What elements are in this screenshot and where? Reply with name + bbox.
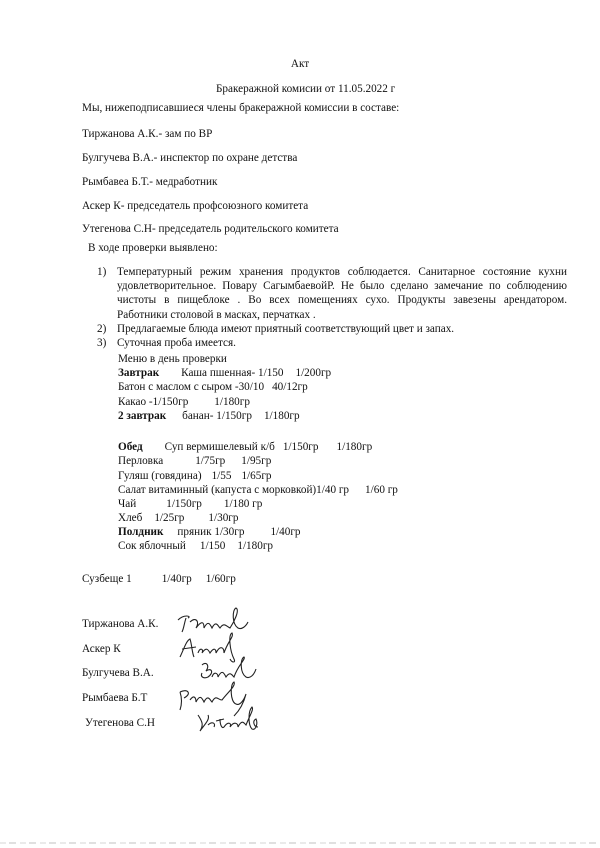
portion: 1/25гр — [154, 512, 185, 525]
meal-label: Завтрак — [118, 367, 160, 380]
member-line: Тиржанова А.К.- зам по ВР — [82, 128, 213, 140]
finding-number: 2) — [97, 322, 107, 335]
dish: Каша пшенная- 1/150 — [181, 367, 284, 380]
finding-number: 1) — [97, 266, 107, 278]
menu-row — [118, 511, 398, 525]
menu-row-lunch — [118, 440, 398, 454]
meal-label: Полдник — [118, 526, 164, 539]
portion: 1/65гр — [241, 469, 272, 482]
menu-block — [118, 352, 398, 554]
portion: 1/180гр — [263, 409, 300, 422]
meal-label: Обед — [118, 441, 143, 454]
menu-row — [118, 497, 398, 511]
portion: 1/55 — [211, 469, 232, 482]
finding-number: 3) — [97, 337, 107, 350]
dish: Хлеб — [118, 512, 143, 525]
portion: 1/150гр — [166, 497, 202, 510]
portion: 1/40гр — [161, 573, 192, 585]
member-line: Рымбавеа Б.Т.- медработник — [82, 176, 218, 188]
dish: Суп вермишелевый к/б — [164, 441, 275, 454]
portion: 1/60гр — [205, 573, 236, 585]
menu-row — [118, 454, 398, 468]
finding-item — [97, 265, 567, 322]
dish: пряник 1/30гр — [177, 526, 245, 539]
member-line: Булгучева В.А.- инспектор по охране детства — [82, 152, 298, 164]
portion: 1/40гр — [270, 526, 301, 539]
portion: 1/75гр — [195, 455, 226, 468]
portion: 1/180гр — [214, 395, 250, 408]
meal-label: 2 завтрак — [118, 409, 167, 422]
menu-row — [118, 469, 398, 483]
document-title: Акт — [290, 58, 310, 70]
menu-row — [118, 539, 398, 553]
handwritten-signature — [194, 705, 284, 745]
menu-row — [118, 380, 398, 394]
portion: 1/150 — [199, 540, 226, 553]
member-line: Утегенова С.Н- председатель родительского комитета — [82, 223, 339, 235]
dish: Батон с маслом с сыром -30/10 — [118, 381, 265, 394]
dish: Перловка — [118, 455, 164, 468]
finding-item — [97, 322, 567, 336]
portion: 1/60 гр — [365, 483, 398, 496]
signer-name: Рымбаева Б.Т — [82, 692, 148, 704]
menu-row-breakfast2 — [118, 409, 398, 423]
findings-heading: В ходе проверки выявлено: — [88, 242, 218, 254]
menu-row — [118, 395, 398, 409]
menu-row — [118, 483, 398, 497]
intro-text: Мы, нижеподписавшиеся члены бракеражной комиссии в составе: — [82, 102, 400, 114]
dish: Салат витаминный (капуста с морковкой)1/40 гр — [118, 483, 350, 496]
portion: 1/200гр — [295, 367, 332, 380]
document-subtitle: Бракеражной комисии от 11.05.2022 г — [216, 83, 396, 95]
dish: Какао -1/150гр — [118, 395, 189, 408]
suzbeshe-row — [82, 573, 236, 585]
dish: Сузбеще 1 — [82, 573, 132, 585]
dish: Гуляш (говядина) — [118, 469, 202, 482]
dish: Чай — [118, 497, 137, 510]
signer-name: Тиржанова А.К. — [82, 618, 159, 630]
dish: Сок яблочный — [118, 540, 186, 553]
finding-text: Температурный режим хранения продуктов соблюдается. Санитарное состояние кухни удовлетворительное. Повару СагымбаевойР. Не было сделано замечание по соблюдению чистоты в пищеблоке . Во всех помещениях сухо. Продукты завезены арендатором. Работники столовой в масках, перчатках . — [117, 266, 567, 321]
portion: 40/12гр — [272, 381, 308, 394]
signer-name: Утегенова С.Н — [85, 717, 155, 729]
member-line: Аскер К- председатель профсоюзного комитета — [82, 200, 309, 212]
findings-list — [97, 265, 567, 350]
dish: банан- 1/150гр — [182, 409, 252, 422]
portion: 1/180гр — [336, 441, 373, 454]
menu-row-snack — [118, 525, 398, 539]
portion: 1/30гр — [208, 512, 239, 525]
portion: 1/95гр — [241, 455, 272, 468]
menu-row-breakfast — [118, 366, 398, 380]
scan-edge-line — [0, 842, 600, 844]
finding-item — [97, 336, 567, 350]
portion: 1/150гр — [282, 441, 319, 454]
finding-text: Суточная проба имеется. — [117, 337, 236, 350]
finding-text: Предлагаемые блюда имеют приятный соответствующий цвет и запах. — [117, 322, 455, 335]
portion: 1/180 гр — [223, 497, 263, 510]
signer-name: Аскер К — [82, 643, 121, 655]
signer-name: Булгучева В.А. — [82, 667, 154, 679]
portion: 1/180гр — [237, 540, 274, 553]
menu-heading: Меню в день проверки — [118, 353, 227, 365]
